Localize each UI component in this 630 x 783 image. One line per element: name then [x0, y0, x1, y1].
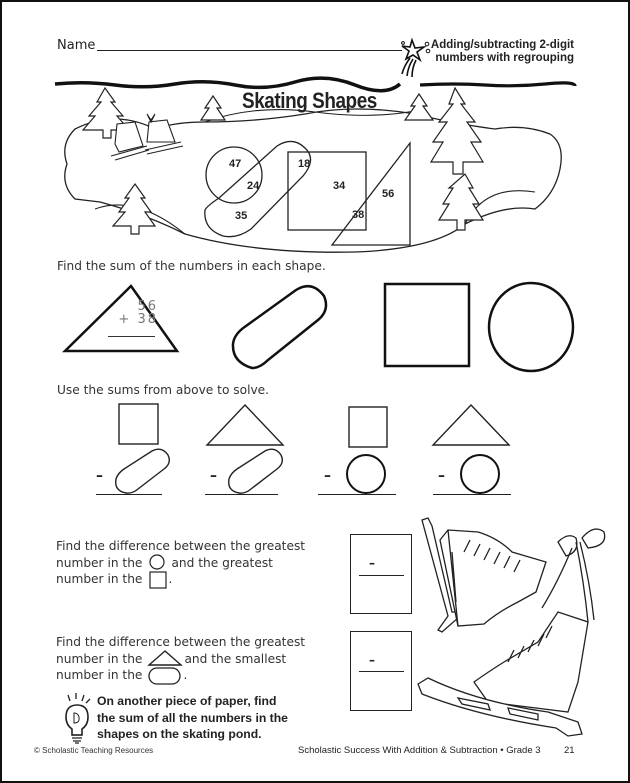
lightbulb-icon: [62, 693, 92, 745]
page-number: 21: [564, 745, 575, 756]
word-problem-2-line-3: [56, 667, 305, 685]
wp2-line3-pre: number in the: [56, 668, 143, 682]
problem-4-triangle: [431, 403, 511, 447]
example-addend-top: 56: [137, 299, 158, 314]
word-problem-2-line-1: Find the difference between the greatest: [56, 635, 306, 649]
word-problem-1-line-1: Find the difference between the greatest: [56, 539, 306, 553]
pond-number-18: 18: [298, 158, 311, 170]
tip-text: [97, 693, 288, 743]
solve-instruction: Use the sums from above to solve.: [57, 383, 270, 397]
problem-2-triangle: [205, 403, 285, 447]
sum-instruction: Find the sum of the numbers in each shape.: [57, 259, 326, 273]
inline-oval-icon: [148, 667, 182, 685]
word-problem-1-line-2: [56, 554, 305, 571]
word-problem-2-answer-line[interactable]: [359, 671, 404, 672]
word-problem-1-line-3: [56, 571, 305, 589]
inline-triangle-icon: [148, 650, 182, 666]
pond-number-47: 47: [229, 158, 242, 170]
tip-line-2: the sum of all the numbers in the: [97, 710, 288, 725]
word-problem-2-minus: –: [369, 653, 375, 667]
skating-pond-illustration: [55, 84, 575, 264]
copyright-text: © Scholastic Teaching Resources: [34, 746, 154, 755]
topic-label: [428, 39, 574, 65]
pond-number-24: 24: [247, 180, 260, 192]
sum-oval[interactable]: [230, 282, 330, 372]
topic-line-1: Adding/subtracting 2-digit: [430, 39, 574, 51]
problem-3-circle: [345, 453, 389, 497]
inline-circle-icon: [149, 554, 165, 570]
problem-3-square: [348, 406, 390, 448]
problem-1-answer-line[interactable]: [96, 494, 162, 495]
wp1-line3-pre: number in the: [56, 572, 143, 586]
book-title: Scholastic Success With Addition & Subtraction • Grade 3: [298, 745, 541, 756]
problem-4-minus: –: [438, 468, 445, 484]
word-problem-2-line-2: [56, 650, 305, 667]
word-problem-1-answer-line[interactable]: [359, 575, 404, 576]
wp1-line2-post: and the greatest: [171, 556, 273, 570]
problem-1-oval: [112, 447, 172, 495]
page-title: Skating Shapes: [242, 88, 377, 113]
pond-number-56: 56: [382, 188, 395, 200]
word-problem-1-answer-box[interactable]: [350, 534, 412, 614]
word-problem-2: [56, 634, 305, 685]
problem-2-answer-line[interactable]: [205, 494, 278, 495]
problem-4-circle: [459, 453, 503, 497]
wp2-line2-pre: number in the: [56, 652, 143, 666]
problem-2-minus: –: [210, 468, 217, 484]
problem-4-answer-line[interactable]: [433, 494, 511, 495]
name-field[interactable]: [97, 50, 402, 51]
problem-1-minus: –: [96, 468, 103, 484]
tip-line-3: shapes on the skating pond.: [97, 727, 262, 741]
word-problem-1-minus: –: [369, 556, 375, 570]
example-addend-bottom: + 38: [118, 312, 158, 327]
word-problem-1: [56, 538, 305, 589]
pond-number-35: 35: [235, 210, 248, 222]
problem-1-square: [118, 403, 162, 447]
example-sum-line[interactable]: [108, 336, 155, 337]
sum-circle[interactable]: [486, 280, 576, 374]
name-label: Name: [57, 38, 96, 53]
problem-2-oval: [225, 447, 285, 495]
tip-line-1: On another piece of paper, find: [97, 694, 277, 708]
pond-number-38: 38: [352, 209, 365, 221]
wp1-line3-post: .: [168, 572, 173, 586]
problem-3-answer-line[interactable]: [318, 494, 396, 495]
problem-3-minus: –: [324, 468, 331, 484]
wp2-line3-post: .: [183, 668, 188, 682]
ice-skates-illustration: [418, 512, 618, 737]
inline-square-icon: [149, 571, 167, 589]
wp1-line2-pre: number in the: [56, 556, 143, 570]
sum-square[interactable]: [383, 282, 473, 370]
pond-number-34: 34: [333, 180, 346, 192]
topic-line-2: numbers with regrouping: [435, 52, 574, 64]
wp2-line2-post: and the smallest: [184, 652, 287, 666]
